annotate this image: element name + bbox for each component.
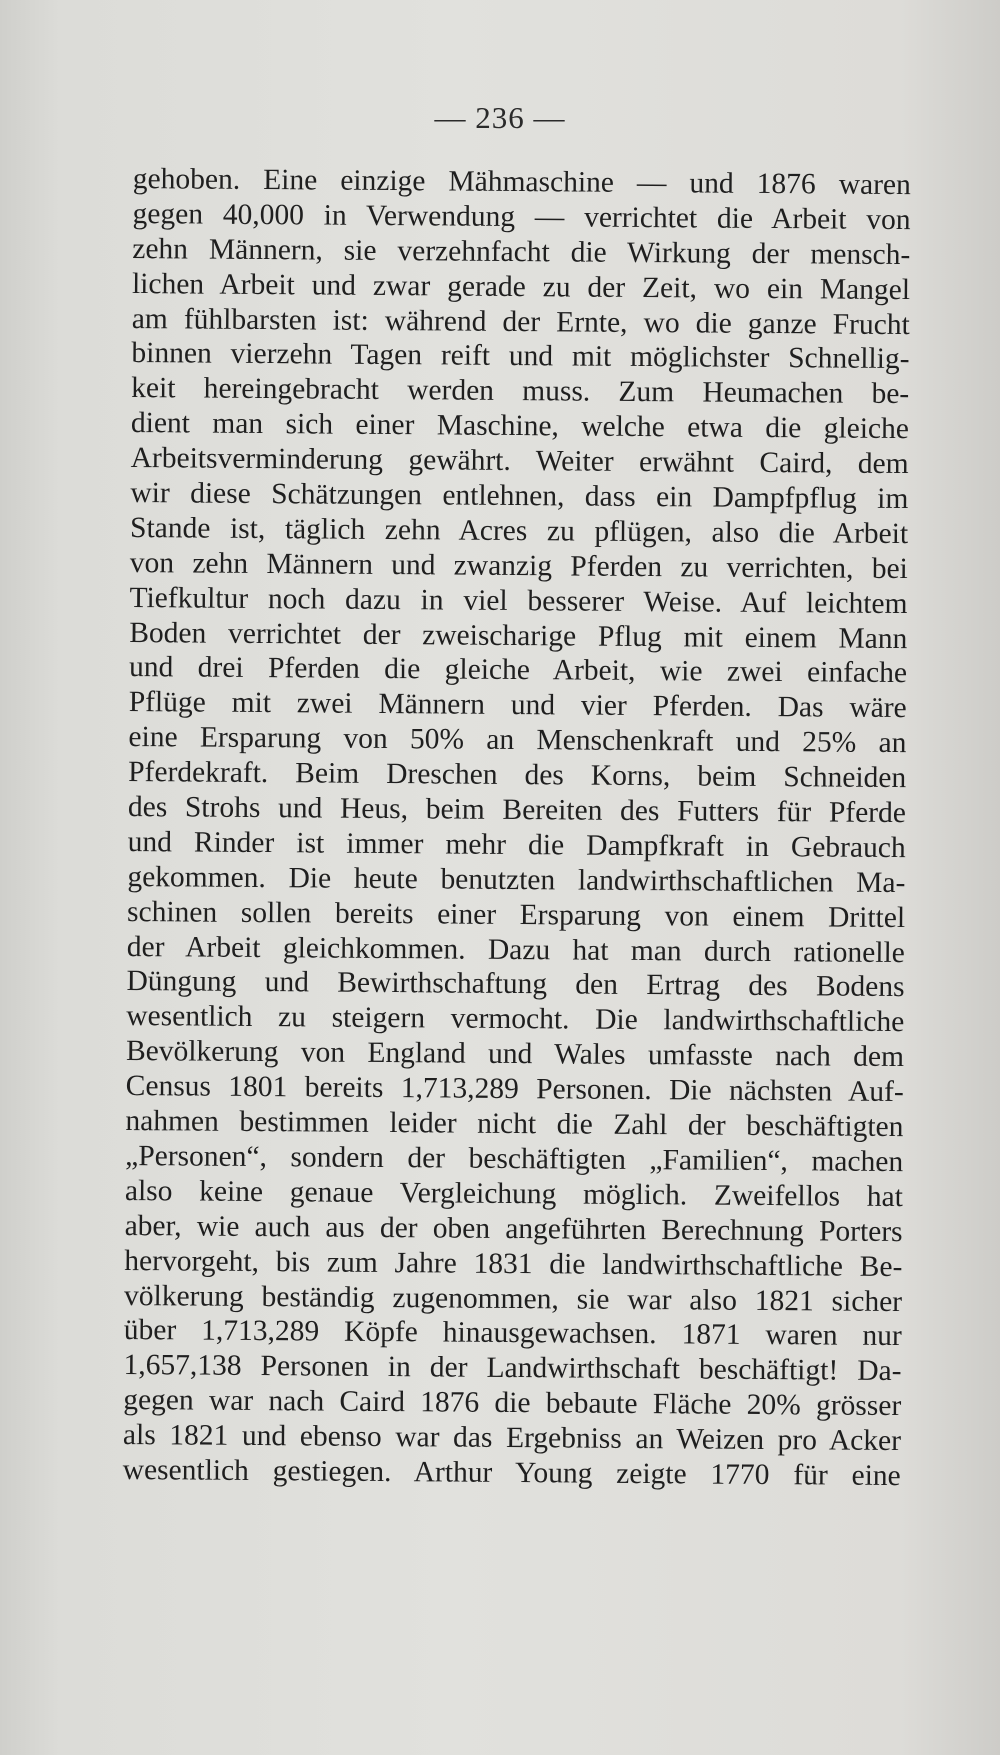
text-line: und drei Pferden die gleiche Arbeit, wie zwei einfache [128,651,908,690]
text-line: gegen 40,000 in Verwendung — verrichtet die Arbeit von [132,197,911,236]
text-line: wesentlich gestiegen. Arthur Young zeigte 1770 für eine [122,1453,901,1493]
text-line: Bevölkerung von England und Wales umfasste nach dem [125,1035,905,1074]
text-line: lichen Arbeit und zwar gerade zu der Zeit, wo ein Mangel [131,267,911,306]
text-line: binnen vierzehn Tagen reift und mit möglichster Schnellig- [131,337,910,376]
text-line: eine Ersparung von 50% an Menschenkraft und 25% an [128,721,907,760]
text-line: dient man sich einer Maschine, welche etwa die gleiche [130,407,910,446]
text-line: gegen war nach Caird 1876 die bebaute Fläche 20% grösser [123,1384,902,1423]
text-line: keit hereingebracht werden muss. Zum Heumachen be- [131,372,910,411]
text-line: Tiefkultur noch dazu in viel besserer Weise. Auf leichtem [129,581,908,620]
text-line: wesentlich zu steigern vermocht. Die landwirthschaftliche [126,1000,905,1039]
text-line: gekommen. Die heute benutzten landwirthschaftlichen Ma- [127,860,906,899]
text-line: wir diese Schätzungen entlehnen, dass ein Dampfpflug im [130,477,909,516]
text-line: Pferdekraft. Beim Dreschen des Korns, beim Schneiden [128,756,907,795]
text-line: Arbeitsverminderung gewährt. Weiter erwähnt Caird, dem [130,442,909,481]
text-line: zehn Männern, sie verzehnfacht die Wirkung der mensch- [132,232,911,271]
page-number: — 236 — [434,100,566,135]
text-line: Düngung und Bewirthschaftung den Ertrag des Bodens [126,965,905,1004]
text-line: Boden verrichtet der zweischarige Pflug mit einem Mann [129,616,908,655]
text-line: gehoben. Eine einzige Mähmaschine — und 1876 waren [132,162,911,202]
text-line: als 1821 und ebenso war das Ergebniss an Weizen pro Acker [122,1419,902,1458]
text-line: schinen sollen bereits einer Ersparung von einem Drittel [126,895,906,934]
text-line: nahmen bestimmen leider nicht die Zahl der beschäftigten [125,1105,904,1144]
text-line: aber, wie auch aus der oben angeführten Berechnung Porters [124,1209,903,1248]
text-line: „Personen“, sondern der beschäftigten „Familien“, machen [125,1139,904,1179]
text-line: hervorgeht, bis zum Jahre 1831 die landwirthschaftliche Be- [124,1244,903,1283]
text-line: von zehn Männern und zwanzig Pferden zu verrichten, bei [129,546,908,585]
text-line: 1,657,138 Personen in der Landwirthschaft beschäftigt! Da- [123,1349,902,1388]
text-line: Census 1801 bereits 1,713,289 Personen. Die nächsten Auf- [125,1070,904,1109]
text-line: also keine genaue Vergleichung möglich. Zweifellos hat [124,1174,904,1213]
body-text [123,162,911,1494]
text-line: und Rinder ist immer mehr die Dampfkraft in Gebrauch [127,825,906,865]
text-line: am fühlbarsten ist: während der Ernte, wo die ganze Frucht [131,302,910,341]
text-line: des Strohs und Heus, beim Bereiten des Futters für Pferde [127,791,907,830]
text-line: Pflüge mit zwei Männern und vier Pferden. Das wäre [128,686,907,725]
text-line: der Arbeit gleichkommen. Dazu hat man durch rationelle [126,930,905,969]
text-line: völkerung beständig zugenommen, sie war also 1821 sicher [123,1279,903,1318]
text-line: über 1,713,289 Köpfe hinausgewachsen. 1871 waren nur [123,1314,902,1353]
text-line: Stande ist, täglich zehn Acres zu pflügen, also die Arbeit [130,511,909,551]
